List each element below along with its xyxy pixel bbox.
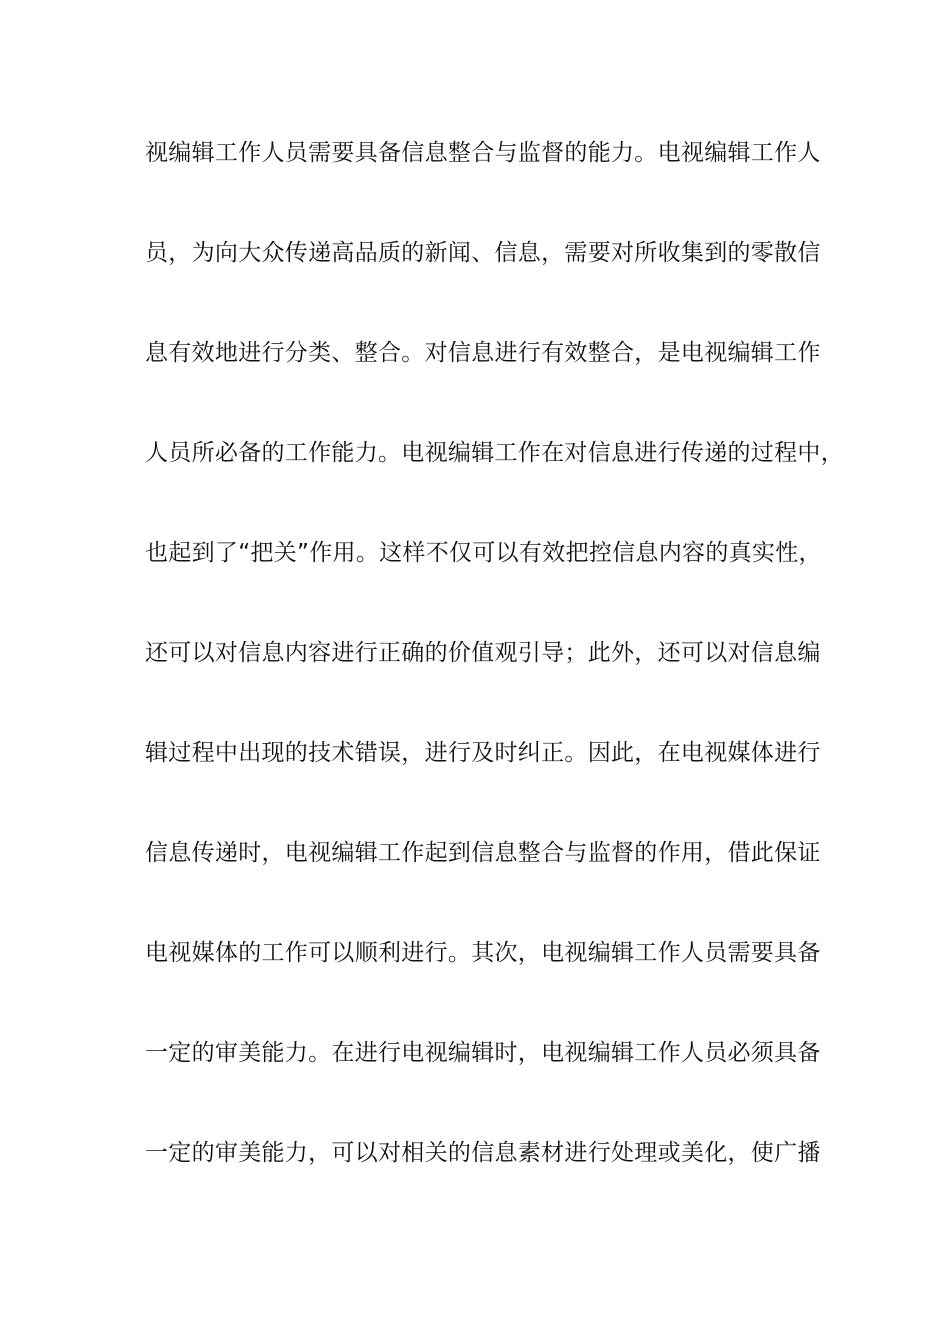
text-line: 息有效地进行分类、整合。对信息进行有效整合，是电视编辑工作: [145, 340, 821, 366]
text-line: 还可以对信息内容进行正确的价值观引导；此外，还可以对信息编: [145, 640, 821, 666]
text-line: 辑过程中出现的技术错误，进行及时纠正。因此，在电视媒体进行: [145, 740, 821, 766]
text-line: 也起到了“把关”作用。这样不仅可以有效把控信息内容的真实性，: [145, 540, 822, 566]
text-line: 一定的审美能力，可以对相关的信息素材进行处理或美化，使广播: [145, 1140, 821, 1166]
text-line: 信息传递时，电视编辑工作起到信息整合与监督的作用，借此保证: [145, 840, 821, 866]
text-line: 视编辑工作人员需要具备信息整合与监督的能力。电视编辑工作人: [145, 140, 821, 166]
body-text: [145, 128, 844, 1228]
text-line: 电视媒体的工作可以顺利进行。其次，电视编辑工作人员需要具备: [145, 940, 821, 966]
text-line: 员，为向大众传递高品质的新闻、信息，需要对所收集到的零散信: [145, 240, 821, 266]
text-line: 人员所必备的工作能力。电视编辑工作在对信息进行传递的过程中，: [145, 440, 844, 466]
text-line: 一定的审美能力。在进行电视编辑时，电视编辑工作人员必须具备: [145, 1040, 821, 1066]
